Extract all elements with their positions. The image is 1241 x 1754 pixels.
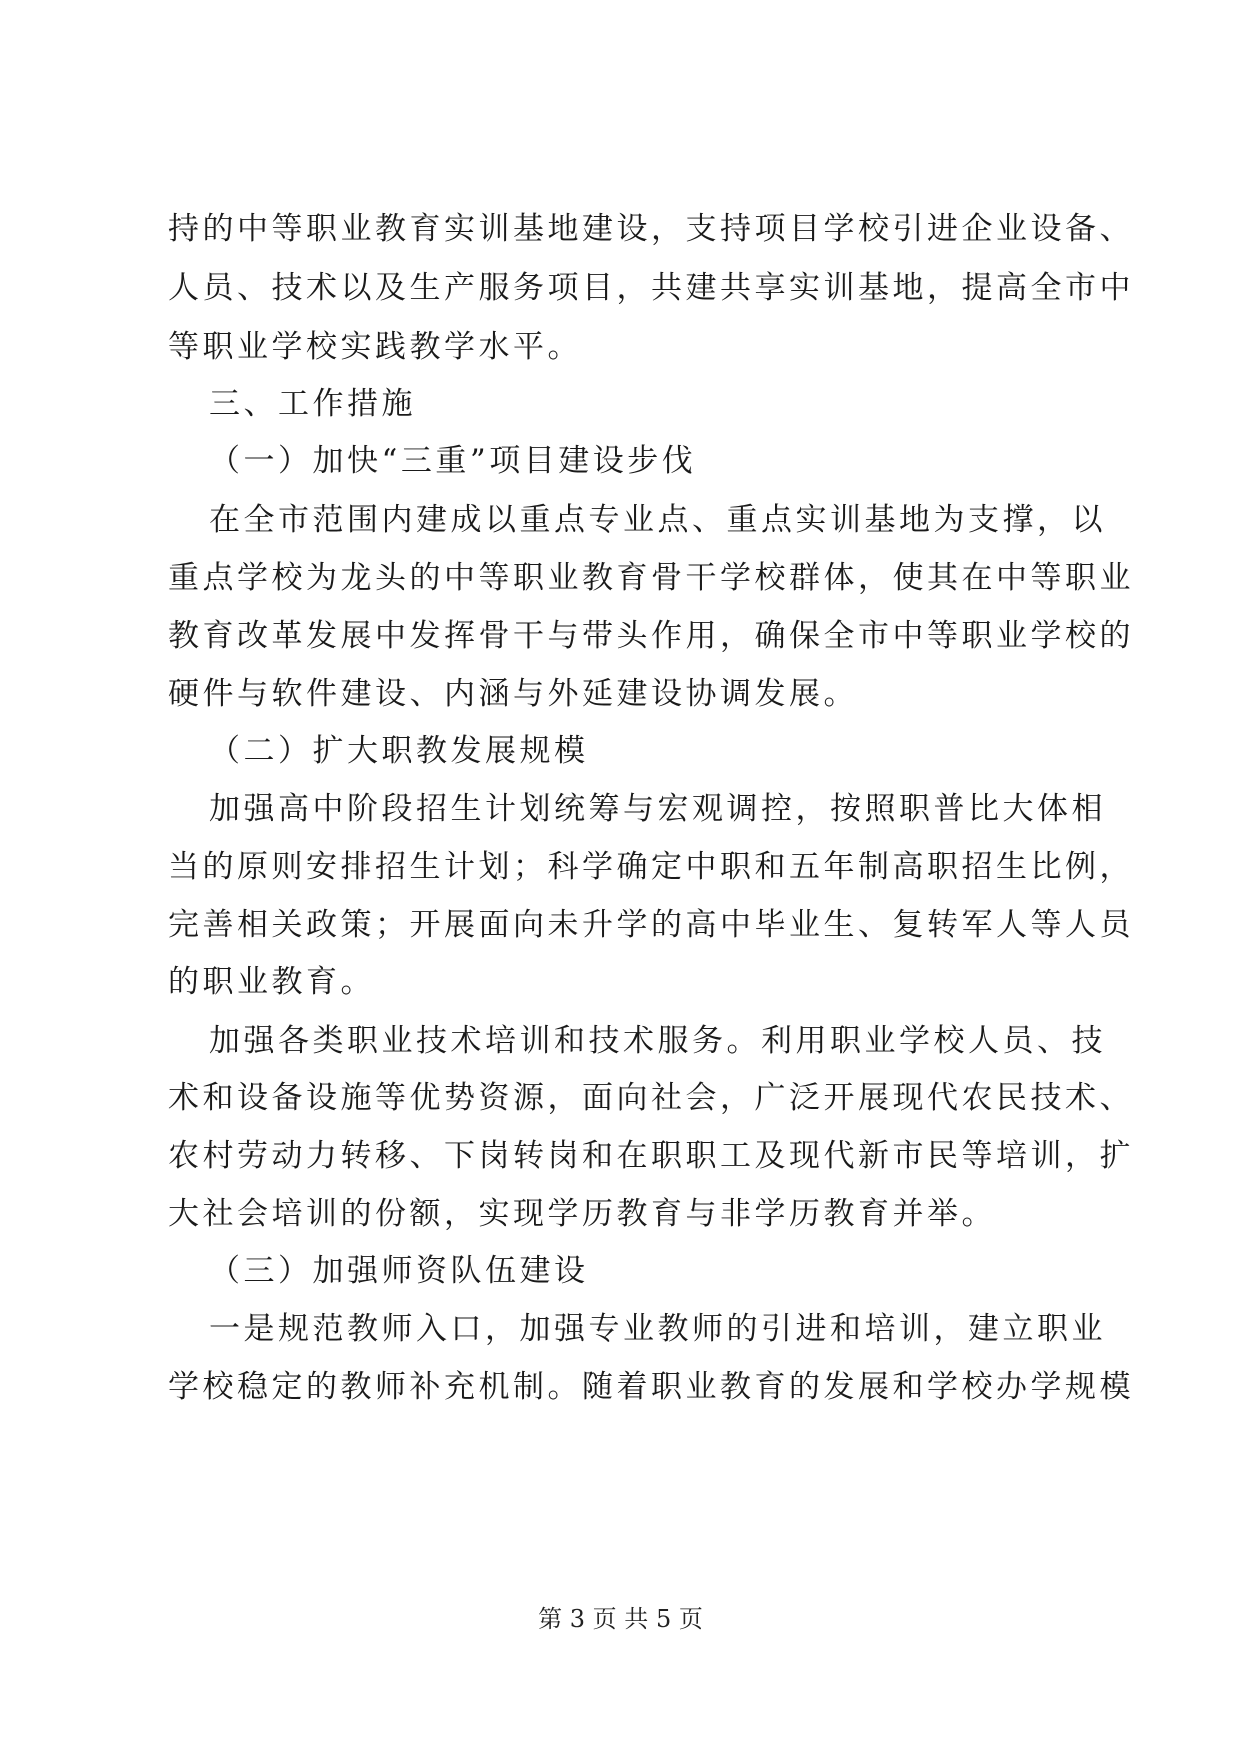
paragraph-first-line: 加强各类职业技术培训和技术服务。利用职业学校人员、技 bbox=[209, 1023, 1106, 1059]
body-text-line: 重点学校为龙头的中等职业教育骨干学校群体，使其在中等职业 bbox=[168, 560, 1134, 596]
body-text-line: 人员、技术以及生产服务项目，共建共享实训基地，提高全市中 bbox=[168, 270, 1134, 306]
subsection-heading: （三）加强师资队伍建设 bbox=[209, 1253, 589, 1289]
body-text-line: 大社会培训的份额，实现学历教育与非学历教育并举。 bbox=[168, 1196, 996, 1232]
body-text-line: 教育改革发展中发挥骨干与带头作用，确保全市中等职业学校的 bbox=[168, 618, 1134, 654]
body-text-line: 当的原则安排招生计划；科学确定中职和五年制高职招生比例， bbox=[168, 849, 1134, 885]
body-text-line: 硬件与软件建设、内涵与外延建设协调发展。 bbox=[168, 676, 858, 712]
body-text-line: 持的中等职业教育实训基地建设，支持项目学校引进企业设备、 bbox=[168, 211, 1134, 247]
paragraph-first-line: 在全市范围内建成以重点专业点、重点实训基地为支撑，以 bbox=[209, 502, 1106, 538]
paragraph-first-line: 一是规范教师入口，加强专业教师的引进和培训，建立职业 bbox=[209, 1311, 1106, 1347]
body-text-line: 完善相关政策；开展面向未升学的高中毕业生、复转军人等人员 bbox=[168, 907, 1134, 943]
body-text-line: 学校稳定的教师补充机制。随着职业教育的发展和学校办学规模 bbox=[168, 1369, 1134, 1405]
body-text-line: 术和设备设施等优势资源，面向社会，广泛开展现代农民技术、 bbox=[168, 1080, 1134, 1116]
body-text-line: 等职业学校实践教学水平。 bbox=[168, 329, 582, 365]
paragraph-first-line: 加强高中阶段招生计划统筹与宏观调控，按照职普比大体相 bbox=[209, 791, 1106, 827]
body-text-line: 农村劳动力转移、下岗转岗和在职职工及现代新市民等培训，扩 bbox=[168, 1138, 1134, 1174]
body-text-line: 的职业教育。 bbox=[168, 964, 375, 1000]
page-number-footer: 第 3 页 共 5 页 bbox=[538, 1605, 703, 1633]
subsection-heading: （一）加快“三重”项目建设步伐 bbox=[209, 443, 697, 479]
subsection-heading: （二）扩大职教发展规模 bbox=[209, 733, 589, 769]
section-heading: 三、工作措施 bbox=[209, 386, 416, 422]
